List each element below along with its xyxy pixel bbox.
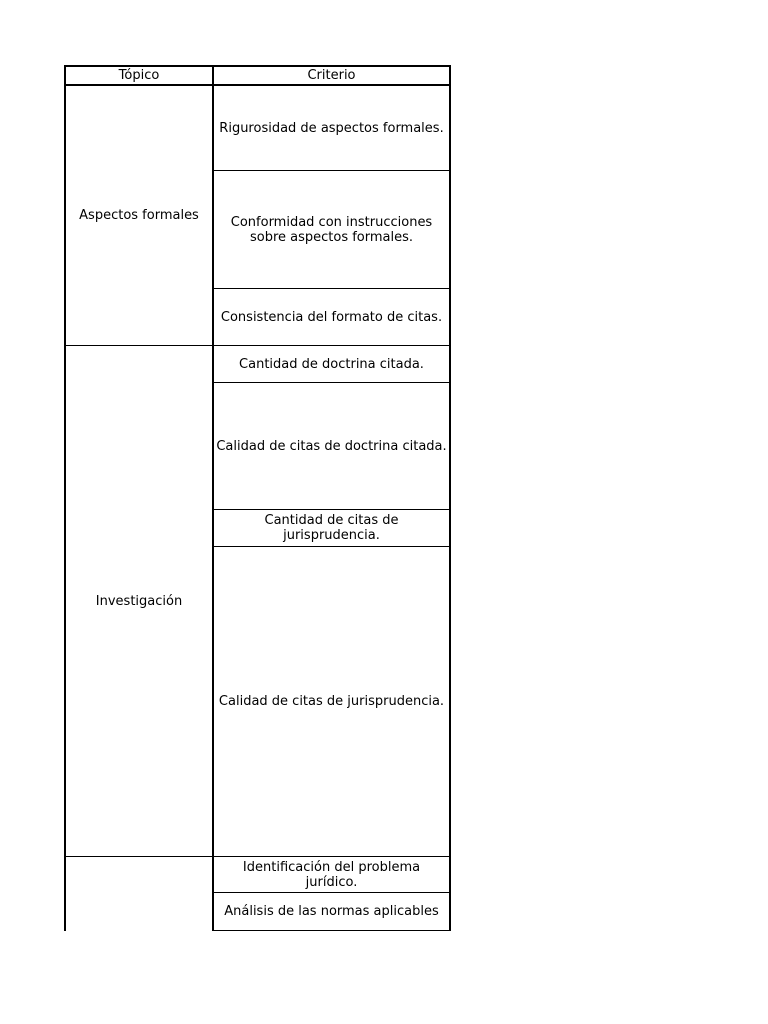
topic-cell: Aspectos formales bbox=[79, 208, 199, 223]
criterion-cell: Identificación del problema jurídico. bbox=[242, 859, 421, 890]
table-right-border bbox=[449, 65, 451, 931]
criterion-cell: Rigurosidad de aspectos formales. bbox=[219, 120, 444, 136]
criterion-cell: Calidad de citas de doctrina citada. bbox=[216, 438, 447, 454]
criterion-cell: Cantidad de doctrina citada. bbox=[239, 356, 424, 372]
criterion-cell: Conformidad con instrucciones sobre aspectos formales. bbox=[230, 214, 433, 245]
header-criterion: Criterio bbox=[307, 68, 356, 83]
criterion-cell: Calidad de citas de jurisprudencia. bbox=[218, 694, 445, 709]
criterion-cell: Consistencia del formato de citas. bbox=[220, 309, 443, 325]
topic-cell: Investigación bbox=[95, 593, 183, 609]
header-topic: Tópico bbox=[118, 68, 160, 83]
criterion-cell: Cantidad de citas de jurisprudencia. bbox=[264, 513, 399, 543]
topic-cell bbox=[66, 857, 212, 930]
criterion-cell: Análisis de las normas aplicables bbox=[224, 904, 439, 919]
table-bottom-border bbox=[212, 930, 451, 931]
